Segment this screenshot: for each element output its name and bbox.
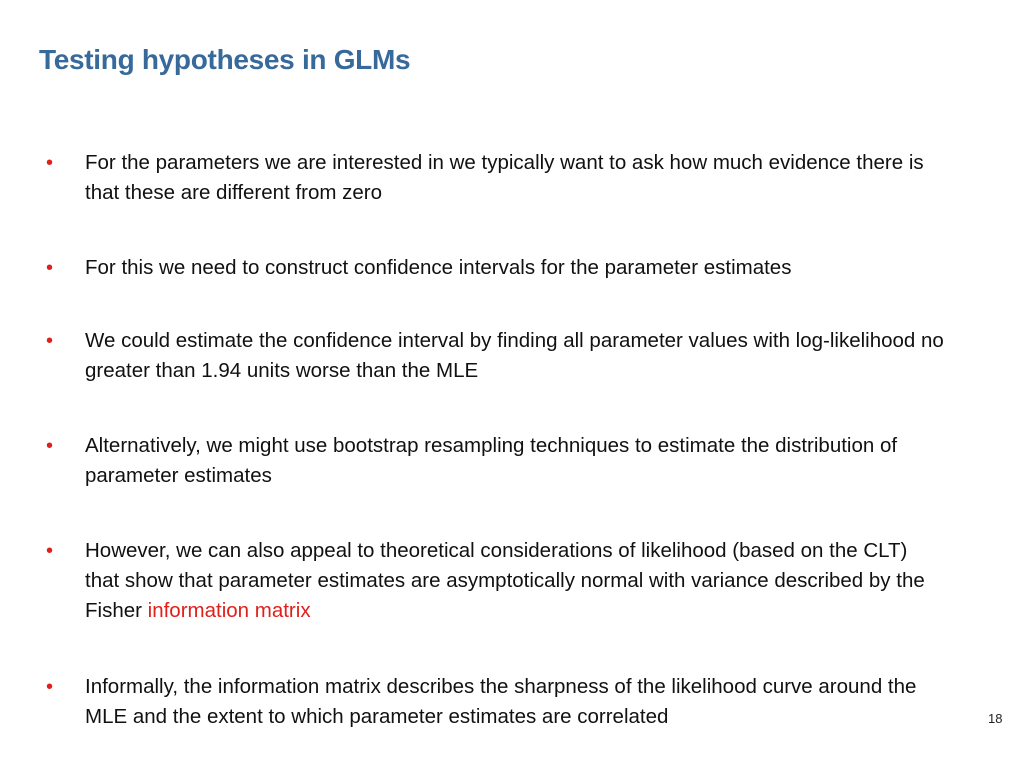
bullet-text: We could estimate the confidence interval by finding all parameter values with log-likelihood no greater than 1.94 units worse than the MLE (85, 329, 944, 382)
bullet-marker: • (46, 257, 54, 279)
bullet-text (85, 536, 945, 626)
highlighted-term: information matrix (147, 599, 311, 622)
bullet-text: For the parameters we are interested in we typically want to ask how much evidence there is that these are different from zero (85, 151, 924, 204)
bullet-marker: • (46, 435, 54, 457)
bullet-marker: • (46, 152, 54, 174)
slide-title: Testing hypotheses in GLMs (39, 44, 411, 75)
bullet-marker: • (46, 676, 54, 698)
bullet-text: Informally, the information matrix describes the sharpness of the likelihood curve around the MLE and the extent to which parameter estimates are correlated (85, 675, 917, 728)
bullet-marker: • (46, 330, 54, 352)
bullet-text: Alternatively, we might use bootstrap resampling techniques to estimate the distribution of parameter estimates (85, 434, 898, 487)
bullet-text-plain: However, we can also appeal to theoretical considerations of likelihood (based on the CLT) that show that parameter estimates are asymptotically normal with variance described by the Fisher (85, 539, 925, 622)
page-number: 18 (988, 711, 1003, 726)
bullet-text: For this we need to construct confidence intervals for the parameter estimates (85, 256, 792, 279)
bullet-marker: • (46, 540, 54, 562)
